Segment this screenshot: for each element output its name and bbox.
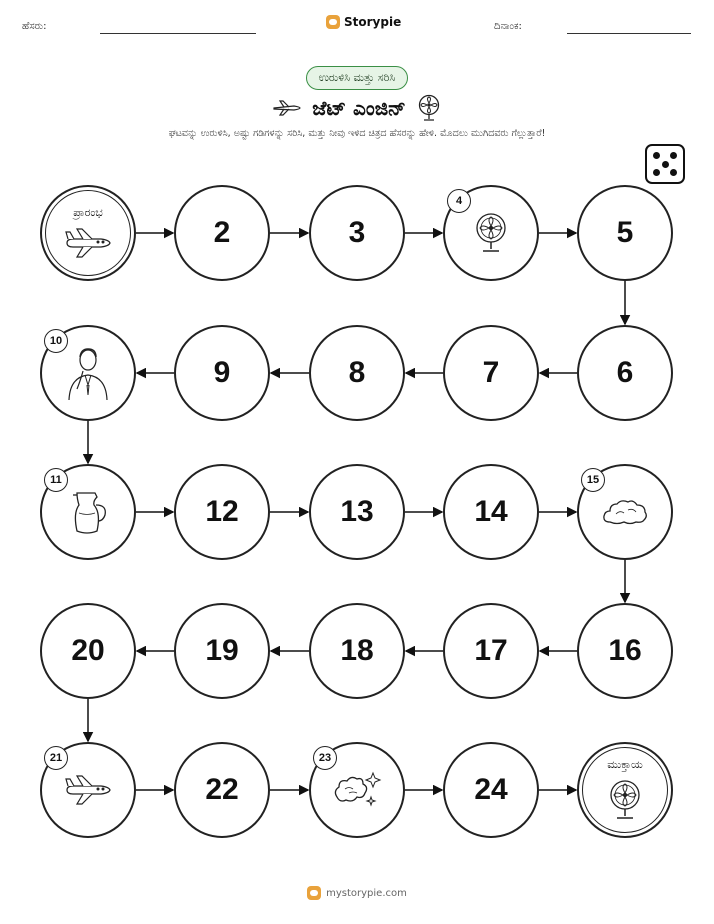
start-label: ಪ್ರಾರಂಭ [73, 206, 103, 219]
air-puff-icon [331, 767, 383, 813]
storypie-icon [307, 886, 321, 900]
board-cell-7[interactable] [443, 325, 539, 421]
board-cell-10[interactable] [40, 325, 136, 421]
footer [307, 886, 407, 900]
board-cell-3[interactable] [309, 185, 405, 281]
cell-number: 6 [616, 356, 634, 389]
airplane-icon [63, 773, 113, 807]
brand-name: Storypie [344, 15, 402, 29]
board-cell-12[interactable] [174, 464, 270, 560]
page-title: ಜೆಟ್ ಎಂಜಿನ್ [312, 96, 406, 120]
board-cell-21[interactable] [40, 742, 136, 838]
cell-number: 14 [474, 495, 508, 528]
name-field[interactable] [100, 33, 256, 34]
instructions: ಘಟವನ್ನು ಉರುಳಿಸಿ, ಅಷ್ಟು ಗಡಿಗಳನ್ನು ಸರಿಸಿ, ಮತ್ತು ನೀವು ಇಳಿದ ಚಿತ್ರದ ಹೆಸರನ್ನು ಹೇಳಿ. ಮೊದಲು ಮುಗಿದವರು ಗೆಲ್ಲುತ್ತಾರೆ! [168, 128, 546, 139]
cell-number: 8 [348, 356, 366, 389]
board-cell-13[interactable] [309, 464, 405, 560]
category-pill: ಉರುಳಿಸಿ ಮತ್ತು ಸರಿಸಿ [306, 66, 409, 90]
finish-cell[interactable] [577, 742, 673, 838]
board-cell-16[interactable] [577, 603, 673, 699]
cell-number: 3 [348, 216, 366, 249]
cell-number-badge: 15 [581, 468, 605, 492]
cell-number: 16 [608, 634, 642, 667]
cell-number: 20 [71, 634, 105, 667]
board-cell-8[interactable] [309, 325, 405, 421]
airplane-icon [63, 226, 113, 260]
cell-number: 17 [474, 634, 508, 667]
board-cell-20[interactable] [40, 603, 136, 699]
engineer-icon [65, 345, 111, 401]
cell-number: 13 [340, 495, 374, 528]
board-cell-2[interactable] [174, 185, 270, 281]
board-cell-11[interactable] [40, 464, 136, 560]
cell-number: 7 [482, 356, 500, 389]
cell-number: 24 [474, 773, 508, 806]
fan-icon [606, 778, 644, 822]
footer-site: mystorypie.com [326, 887, 407, 899]
cloud-icon [600, 496, 650, 528]
board-cell-14[interactable] [443, 464, 539, 560]
fan-icon [472, 211, 510, 255]
cell-number-badge: 23 [313, 746, 337, 770]
finish-label: ಮುಕ್ತಾಯ [607, 758, 643, 771]
board-cell-5[interactable] [577, 185, 673, 281]
jug-icon [67, 487, 109, 537]
cell-number: 19 [205, 634, 239, 667]
cell-number-badge: 4 [447, 189, 471, 213]
board-cell-9[interactable] [174, 325, 270, 421]
cell-number-badge: 21 [44, 746, 68, 770]
name-label: ಹೆಸರು: [22, 21, 47, 32]
start-cell[interactable] [40, 185, 136, 281]
board-cell-22[interactable] [174, 742, 270, 838]
cell-number: 12 [205, 495, 239, 528]
cell-number: 5 [616, 216, 634, 249]
airplane-icon [272, 99, 302, 117]
cell-number: 18 [340, 634, 374, 667]
board-cell-15[interactable] [577, 464, 673, 560]
board-cell-18[interactable] [309, 603, 405, 699]
fan-icon [416, 94, 442, 122]
cell-number: 2 [213, 216, 231, 249]
board-cell-17[interactable] [443, 603, 539, 699]
board-cell-6[interactable] [577, 325, 673, 421]
date-field[interactable] [567, 33, 691, 34]
board-cell-24[interactable] [443, 742, 539, 838]
brand-logo [326, 15, 401, 29]
board-cell-4[interactable] [443, 185, 539, 281]
cell-number: 9 [213, 356, 231, 389]
storypie-icon [326, 15, 340, 29]
dice-icon[interactable] [645, 144, 685, 184]
date-label: ದಿನಾಂಕ: [494, 21, 522, 32]
cell-number-badge: 10 [44, 329, 68, 353]
board-cell-19[interactable] [174, 603, 270, 699]
cell-number-badge: 11 [44, 468, 68, 492]
board-cell-23[interactable] [309, 742, 405, 838]
cell-number: 22 [205, 773, 239, 806]
